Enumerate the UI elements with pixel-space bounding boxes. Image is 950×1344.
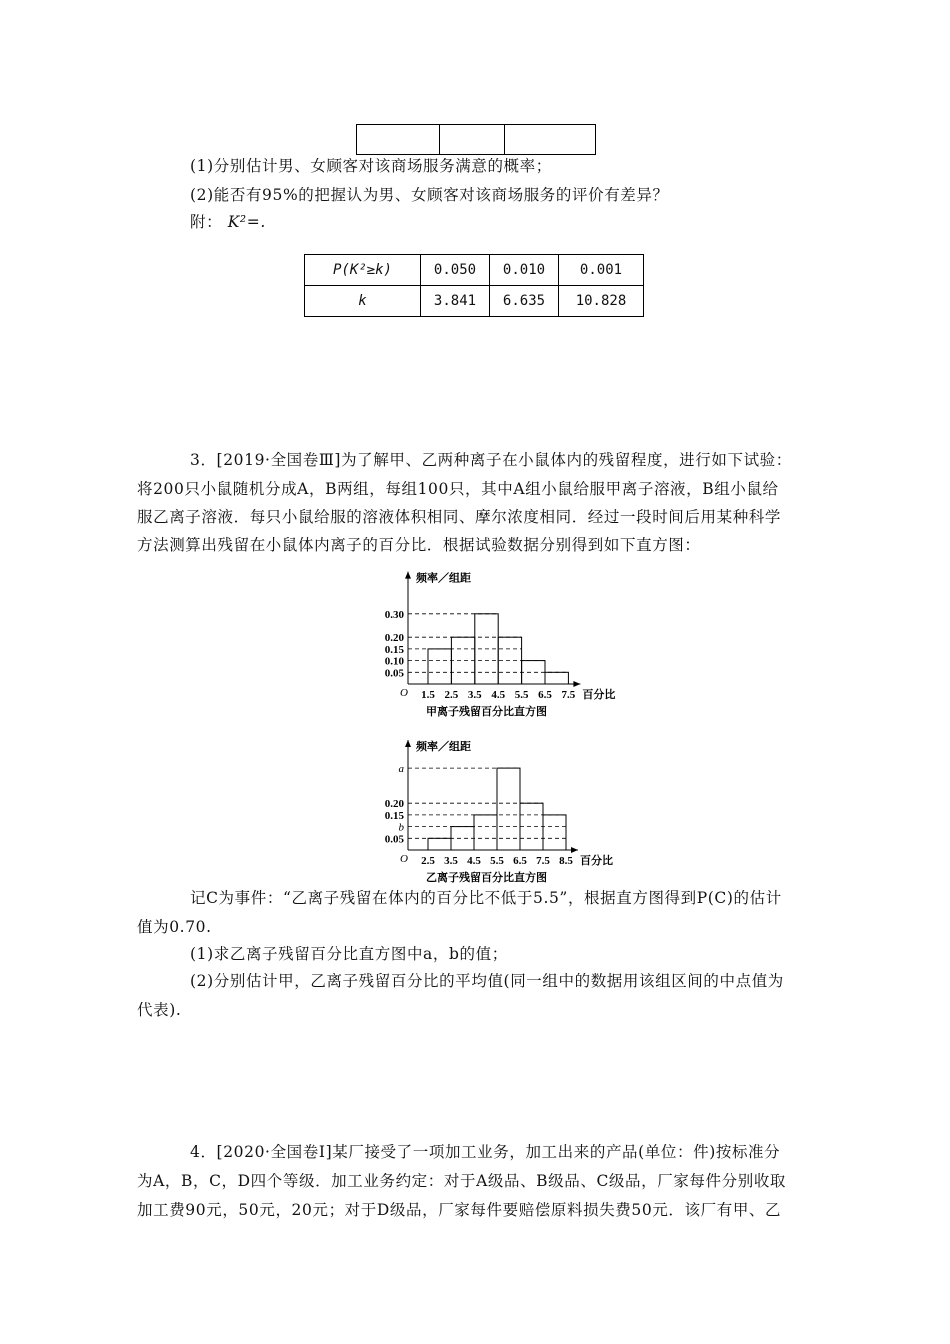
q3-sub2: (2)分别估计甲，乙离子残留百分比的平均值(同一组中的数据用该组区间的中点值为 — [190, 972, 784, 990]
x-tick-label: 3.5 — [467, 689, 482, 701]
x-axis-arrow — [573, 681, 580, 687]
q2-line2: (2)能否有95%的把握认为男、女顾客对该商场服务的评价有差异？ — [190, 186, 669, 204]
y-tick-label: 0.05 — [384, 667, 404, 680]
x-tick-label: 7.5 — [561, 689, 576, 701]
empty-cell — [505, 125, 596, 155]
x-tick-label: 7.5 — [536, 855, 550, 867]
q3-after2: 值为0.70. — [137, 918, 212, 936]
histogram-bar — [474, 815, 497, 850]
appendix-prefix: 附： — [190, 213, 223, 231]
empty-cell — [440, 125, 505, 155]
table-row — [305, 255, 644, 286]
x-axis-label: 百分比 — [580, 855, 613, 867]
q3-line3: 服乙离子溶液．每只小鼠给服的溶液体积相同、摩尔浓度相同．经过一段时间后用某种科学 — [137, 508, 782, 526]
y-tick-label: 0.20 — [384, 798, 404, 811]
q3-line1: 3．[2019·全国卷Ⅲ]为了解甲、乙两种离子在小鼠体内的残留程度，进行如下试验： — [190, 451, 792, 469]
q2-appendix — [190, 212, 266, 232]
x-tick-label: 6.5 — [538, 689, 552, 701]
table-cell: 6.635 — [490, 286, 559, 317]
q4-line3: 加工费90元，50元，20元；对于D级品，厂家每件要赔偿原料损失费50元．该厂有甲、乙 — [137, 1201, 782, 1219]
y-axis-label: 频率／组距 — [416, 572, 471, 585]
y-tick-label: a — [398, 763, 404, 776]
table-header-cell: k — [305, 286, 421, 317]
histogram-yi — [360, 730, 660, 890]
histogram-bar — [428, 838, 451, 850]
y-tick-label: 0.05 — [384, 833, 404, 846]
histogram-bar — [545, 672, 568, 684]
q3-after1: 记C为事件：“乙离子残留在体内的百分比不低于5.5”，根据直方图得到P(C)的估计 — [190, 889, 782, 907]
table-header-cell: P(K²≥k) — [305, 255, 421, 286]
table-row — [305, 286, 644, 317]
q4-line1: 4．[2020·全国卷Ⅰ]某厂接受了一项加工业务，加工出来的产品(单位：件)按标准分 — [190, 1143, 781, 1161]
q2-line1: (1)分别估计男、女顾客对该商场服务满意的概率； — [190, 157, 552, 175]
q3-sub2b: 代表). — [137, 1001, 182, 1019]
x-tick-label: 2.5 — [444, 689, 459, 701]
x-tick-label: 5.5 — [514, 689, 529, 701]
histogram-bar — [428, 649, 451, 684]
x-tick-label: 4.5 — [491, 689, 506, 701]
histogram-jia — [360, 560, 660, 725]
histogram-bar — [543, 815, 566, 850]
y-tick-label: 0.30 — [384, 608, 404, 621]
table-cell: 10.828 — [559, 286, 644, 317]
x-tick-label: 2.5 — [421, 855, 435, 867]
table-cell: 0.010 — [490, 255, 559, 286]
q3-line4: 方法测算出残留在小鼠体内离子的百分比．根据试验数据分别得到如下直方图： — [137, 536, 701, 554]
q3-sub1: (1)求乙离子残留百分比直方图中a，b的值； — [190, 945, 508, 963]
table-cell: 0.050 — [421, 255, 490, 286]
histogram-bar — [451, 827, 474, 850]
y-tick-label: 0.20 — [384, 632, 404, 645]
y-tick-label: 0.15 — [384, 809, 404, 822]
x-tick-label: 3.5 — [444, 855, 458, 867]
critical-value-table — [304, 254, 644, 317]
empty-cell — [357, 125, 440, 155]
top-empty-table — [356, 124, 596, 155]
x-tick-label: 1.5 — [421, 689, 435, 701]
y-axis-label: 频率／组距 — [416, 741, 471, 754]
y-tick-label: b — [398, 821, 404, 834]
y-axis-arrow — [405, 740, 411, 747]
x-tick-label: 6.5 — [513, 855, 527, 867]
x-tick-label: 4.5 — [467, 855, 481, 867]
y-tick-label: 0.15 — [384, 643, 404, 656]
chart-title: 乙离子残留百分比直方图 — [426, 872, 547, 884]
x-axis-label: 百分比 — [582, 689, 616, 701]
q3-line2: 将200只小鼠随机分成A，B两组，每组100只，其中A组小鼠给服甲离子溶液，B组小鼠给 — [137, 480, 779, 498]
chart-title: 甲离子残留百分比直方图 — [426, 706, 547, 718]
table-cell: 0.001 — [559, 255, 644, 286]
histogram-bar — [497, 768, 520, 850]
origin-label: O — [400, 687, 408, 699]
origin-label: O — [400, 853, 408, 865]
y-axis-arrow — [405, 572, 411, 579]
x-axis-arrow — [571, 847, 578, 853]
q4-line2: 为A，B，C，D四个等级．加工业务约定：对于A级品、B级品、C级品，厂家每件分别收取 — [137, 1172, 787, 1190]
table-cell: 3.841 — [421, 286, 490, 317]
x-tick-label: 8.5 — [559, 855, 573, 867]
appendix-formula: K²=. — [227, 213, 266, 231]
y-tick-label: 0.10 — [384, 655, 404, 668]
x-tick-label: 5.5 — [490, 855, 504, 867]
